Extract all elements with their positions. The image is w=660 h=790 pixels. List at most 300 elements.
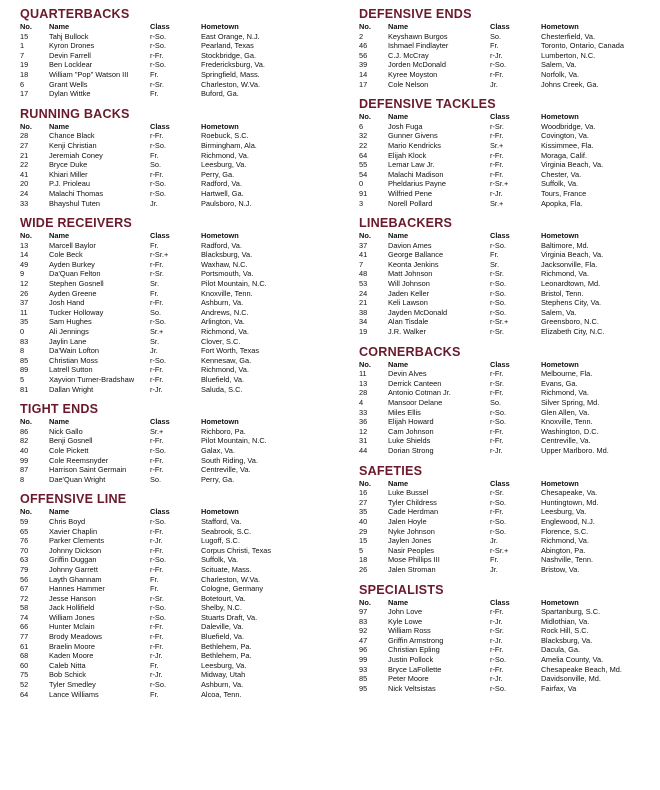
player-number: 36 xyxy=(359,417,368,427)
player-name: John Love xyxy=(388,607,423,617)
player-name: Braelin Moore xyxy=(49,641,96,651)
player-class: So. xyxy=(490,31,502,41)
table-row xyxy=(20,475,320,485)
player-name: Lance Williams xyxy=(49,689,99,699)
player-number: 6 xyxy=(20,79,25,89)
player-name: Dorian Strong xyxy=(388,445,434,455)
header-no: No. xyxy=(20,22,32,31)
player-name: Sam Hughes xyxy=(49,317,92,327)
player-hometown: Rock Hill, S.C. xyxy=(541,626,589,636)
player-class: r-So. xyxy=(150,31,167,41)
player-class: r-So. xyxy=(150,680,167,690)
player-hometown: Ashburn, Va. xyxy=(201,298,244,308)
player-hometown: Richmond, Va. xyxy=(201,365,249,375)
table-header-row xyxy=(20,122,320,132)
player-name: Jayden McDonald xyxy=(388,307,448,317)
section-title: DEFENSIVE TACKLES xyxy=(359,97,496,112)
player-number: 34 xyxy=(359,317,368,327)
player-class: r-Sr.+ xyxy=(490,179,509,189)
player-class: r-So. xyxy=(490,655,507,665)
player-name: William Jones xyxy=(49,612,95,622)
header-hometown: Hometown xyxy=(541,359,579,369)
player-name: Chance Black xyxy=(49,131,95,141)
table-row xyxy=(359,517,654,527)
player-hometown: Kennesaw, Ga. xyxy=(201,355,252,365)
table-header-row xyxy=(359,360,654,370)
table-row xyxy=(359,250,654,260)
player-name: Dallan Wright xyxy=(49,384,94,394)
player-name: Tyler Childress xyxy=(388,497,437,507)
header-class: Class xyxy=(150,417,170,427)
player-hometown: Covington, Va. xyxy=(541,131,589,141)
header-name: Name xyxy=(388,359,409,369)
player-number: 17 xyxy=(20,89,29,99)
player-hometown: Davidsonville, Md. xyxy=(541,674,601,684)
player-number: 58 xyxy=(20,603,29,613)
player-name: Josh Fuga xyxy=(388,121,423,131)
table-row xyxy=(20,241,320,251)
table-row xyxy=(20,260,320,270)
table-row xyxy=(359,199,654,209)
player-name: Justin Pollock xyxy=(388,655,434,665)
player-class: Fr. xyxy=(150,240,159,250)
header-class: Class xyxy=(150,22,170,31)
header-name: Name xyxy=(388,231,409,241)
table-row xyxy=(359,70,654,80)
header-class: Class xyxy=(150,231,170,241)
player-hometown: Richmond, Va. xyxy=(201,150,249,160)
player-name: Benji Gosnell xyxy=(49,436,93,446)
player-number: 2 xyxy=(359,31,364,41)
player-hometown: Chesterfield, Va. xyxy=(541,31,596,41)
header-no: No. xyxy=(359,359,371,369)
player-class: r-So. xyxy=(490,279,507,289)
player-hometown: Washington, D.C. xyxy=(541,426,599,436)
player-class: r-Fr. xyxy=(150,259,164,269)
player-class: r-So. xyxy=(490,288,507,298)
player-name: Mario Kendricks xyxy=(388,140,441,150)
table-row xyxy=(20,375,320,385)
table-row xyxy=(20,189,320,199)
header-hometown: Hometown xyxy=(201,417,239,427)
player-number: 60 xyxy=(20,660,29,670)
player-name: C.J. McCray xyxy=(388,50,429,60)
section-wide-receivers xyxy=(20,215,320,394)
player-number: 27 xyxy=(20,140,29,150)
player-number: 18 xyxy=(359,555,368,565)
player-number: 17 xyxy=(359,79,368,89)
player-number: 77 xyxy=(20,632,29,642)
table-row xyxy=(359,379,654,389)
player-class: r-So. xyxy=(150,140,167,150)
player-number: 93 xyxy=(359,664,368,674)
table-row xyxy=(20,356,320,366)
player-hometown: Dacula, Ga. xyxy=(541,645,581,655)
header-name: Name xyxy=(49,22,70,31)
header-name: Name xyxy=(49,507,70,517)
player-class: r-Fr. xyxy=(150,169,164,179)
player-hometown: Leesburg, Va. xyxy=(201,660,247,670)
player-number: 82 xyxy=(20,436,29,446)
player-hometown: Bluefield, Va. xyxy=(201,632,245,642)
table-row xyxy=(20,670,320,680)
header-class: Class xyxy=(490,231,510,241)
player-number: 35 xyxy=(359,507,368,517)
table-row xyxy=(359,388,654,398)
player-number: 28 xyxy=(359,388,368,398)
player-number: 33 xyxy=(20,198,29,208)
table-row xyxy=(359,674,654,684)
player-hometown: Midway, Utah xyxy=(201,670,246,680)
table-row xyxy=(20,642,320,652)
player-name: Kyle Lowe xyxy=(388,616,423,626)
player-name: Cole Nelson xyxy=(388,79,429,89)
table-row xyxy=(20,170,320,180)
header-hometown: Hometown xyxy=(541,231,579,241)
table-row xyxy=(20,365,320,375)
table-row xyxy=(359,189,654,199)
player-hometown: Richmond, Va. xyxy=(201,327,249,337)
player-class: Fr. xyxy=(490,555,499,565)
player-number: 12 xyxy=(359,426,368,436)
player-class: r-Fr. xyxy=(150,455,164,465)
player-number: 0 xyxy=(359,179,364,189)
player-hometown: Bethlehem, Pa. xyxy=(201,651,252,661)
player-name: Grant Wells xyxy=(49,79,88,89)
player-class: r-So. xyxy=(150,41,167,51)
player-number: 33 xyxy=(359,407,368,417)
roster-column-left xyxy=(20,6,320,699)
table-row xyxy=(20,517,320,527)
player-name: Nick Gallo xyxy=(49,426,83,436)
player-number: 74 xyxy=(20,612,29,622)
table-row xyxy=(20,269,320,279)
player-hometown: Knoxville, Tenn. xyxy=(201,288,253,298)
player-class: r-So. xyxy=(150,317,167,327)
player-number: 8 xyxy=(20,474,25,484)
player-name: Layth Ghannam xyxy=(49,574,102,584)
player-name: Ayden Burkey xyxy=(49,259,95,269)
player-hometown: Huntingtown, Md. xyxy=(541,497,599,507)
player-name: Tucker Holloway xyxy=(49,307,104,317)
header-no: No. xyxy=(20,231,32,241)
player-name: Keli Lawson xyxy=(388,298,428,308)
section-tight-ends xyxy=(20,401,320,484)
section-running-backs xyxy=(20,106,320,208)
player-number: 14 xyxy=(359,69,368,79)
player-number: 85 xyxy=(359,674,368,684)
player-name: Cole Pickett xyxy=(49,445,89,455)
player-name: Jaden Keller xyxy=(388,288,430,298)
player-hometown: Fredericksburg, Va. xyxy=(201,60,265,70)
table-row xyxy=(359,645,654,655)
player-number: 27 xyxy=(359,497,368,507)
header-hometown: Hometown xyxy=(201,121,239,131)
player-number: 64 xyxy=(20,689,29,699)
player-number: 28 xyxy=(20,131,29,141)
player-class: Fr. xyxy=(150,584,159,594)
player-hometown: Roebuck, S.C. xyxy=(201,131,249,141)
table-row xyxy=(20,298,320,308)
player-hometown: Glen Allen, Va. xyxy=(541,407,590,417)
player-number: 87 xyxy=(20,465,29,475)
table-row xyxy=(359,427,654,437)
player-hometown: Amelia County, Va. xyxy=(541,655,604,665)
player-class: r-Sr. xyxy=(490,488,504,498)
player-hometown: Abington, Pa. xyxy=(541,545,586,555)
player-class: r-Fr. xyxy=(490,369,504,379)
section-title: QUARTERBACKS xyxy=(20,7,130,21)
player-number: 29 xyxy=(359,526,368,536)
player-class: r-Fr. xyxy=(150,632,164,642)
header-hometown: Hometown xyxy=(201,507,239,517)
player-class: r-So. xyxy=(490,417,507,427)
player-number: 46 xyxy=(359,41,368,51)
table-row xyxy=(20,289,320,299)
table-row xyxy=(20,613,320,623)
player-name: Bob Schick xyxy=(49,670,86,680)
player-class: r-Fr. xyxy=(150,375,164,384)
table-row xyxy=(359,131,654,141)
player-number: 21 xyxy=(20,150,29,160)
table-row xyxy=(359,160,654,170)
player-number: 16 xyxy=(359,488,368,498)
player-number: 55 xyxy=(359,160,368,170)
player-hometown: Bristow, Va. xyxy=(541,564,580,574)
table-row xyxy=(359,398,654,408)
table-row xyxy=(359,408,654,418)
table-row xyxy=(359,636,654,646)
player-name: Johnny Garrett xyxy=(49,564,98,574)
player-name: Brody Meadows xyxy=(49,632,102,642)
player-number: 19 xyxy=(20,60,29,70)
player-number: 11 xyxy=(20,307,28,317)
table-row xyxy=(20,527,320,537)
player-hometown: Bristol, Tenn. xyxy=(541,288,584,298)
player-name: Mansoor Delane xyxy=(388,398,443,407)
player-number: 85 xyxy=(20,355,29,365)
player-class: r-So. xyxy=(490,60,507,70)
player-class: r-Sr. xyxy=(490,269,504,279)
player-number: 99 xyxy=(359,655,368,665)
player-hometown: Springfield, Mass. xyxy=(201,69,260,79)
player-name: Pheldarius Payne xyxy=(388,179,446,189)
player-class: r-Fr. xyxy=(490,607,504,617)
table-row xyxy=(359,417,654,427)
header-class: Class xyxy=(150,121,170,131)
player-class: r-So. xyxy=(150,445,167,455)
player-number: 4 xyxy=(359,398,364,407)
player-class: r-Fr. xyxy=(150,526,164,536)
player-name: Peter Moore xyxy=(388,674,429,684)
player-number: 48 xyxy=(359,269,368,279)
player-number: 5 xyxy=(359,545,364,555)
player-class: r-Fr. xyxy=(490,69,504,79)
player-number: 20 xyxy=(20,179,29,189)
player-class: Sr. xyxy=(150,336,160,346)
player-name: Josh Hand xyxy=(49,298,85,308)
player-class: r-So. xyxy=(150,603,167,613)
player-hometown: Leesburg, Va. xyxy=(541,507,587,517)
player-class: Jr. xyxy=(150,198,158,208)
player-hometown: Pilot Mountain, N.C. xyxy=(201,436,267,446)
player-class: Jr. xyxy=(490,536,498,546)
player-class: r-Jr. xyxy=(150,670,163,680)
player-hometown: Paulsboro, N.J. xyxy=(201,198,252,208)
player-name: Mose Phillips III xyxy=(388,555,440,565)
player-hometown: Apopka, Fla. xyxy=(541,198,583,208)
table-row xyxy=(20,151,320,161)
player-hometown: Richmond, Va. xyxy=(541,388,589,398)
player-class: r-So. xyxy=(150,516,167,526)
player-number: 75 xyxy=(20,670,29,680)
table-row xyxy=(359,536,654,546)
player-number: 63 xyxy=(20,555,29,565)
header-no: No. xyxy=(359,22,371,31)
player-name: Bryce Duke xyxy=(49,160,88,170)
player-name: Tahj Bullock xyxy=(49,31,89,41)
player-hometown: Bethlehem, Pa. xyxy=(201,641,252,651)
section-offensive-line xyxy=(20,491,320,699)
header-no: No. xyxy=(359,112,371,122)
table-row xyxy=(20,337,320,347)
table-row xyxy=(20,680,320,690)
player-hometown: Lumberton, N.C. xyxy=(541,50,596,60)
player-class: r-Fr. xyxy=(150,131,164,141)
player-number: 37 xyxy=(20,298,29,308)
player-class: r-Fr. xyxy=(490,664,504,674)
player-number: 70 xyxy=(20,545,29,555)
player-name: Hunter Mclain xyxy=(49,622,95,632)
table-row xyxy=(359,369,654,379)
player-class: r-Jr. xyxy=(150,536,163,546)
table-row xyxy=(20,89,320,99)
player-hometown: Norfolk, Va. xyxy=(541,69,580,79)
table-header-row xyxy=(359,598,654,608)
table-row xyxy=(359,179,654,189)
table-row xyxy=(20,317,320,327)
player-hometown: Florence, S.C. xyxy=(541,526,589,536)
player-class: r-Sr. xyxy=(150,79,164,89)
player-number: 68 xyxy=(20,651,29,661)
section-title: SPECIALISTS xyxy=(359,582,444,597)
player-hometown: Evans, Ga. xyxy=(541,378,578,388)
player-name: Xavier Chaplin xyxy=(49,526,98,536)
table-row xyxy=(20,279,320,289)
player-hometown: Perry, Ga. xyxy=(201,474,235,484)
player-number: 59 xyxy=(20,516,29,526)
player-name: Nasir Peoples xyxy=(388,545,435,555)
player-name: William Ross xyxy=(388,626,431,636)
table-row xyxy=(20,603,320,613)
player-number: 86 xyxy=(20,426,29,436)
player-hometown: Portsmouth, Va. xyxy=(201,269,254,279)
header-name: Name xyxy=(388,597,409,607)
player-name: Dae'Quan Wright xyxy=(49,474,106,484)
table-row xyxy=(20,446,320,456)
player-name: Ben Locklear xyxy=(49,60,93,70)
player-name: J.R. Walker xyxy=(388,327,426,337)
player-class: r-So. xyxy=(490,407,507,417)
player-name: Malachi Madison xyxy=(388,169,444,179)
player-hometown: Hartwell, Ga. xyxy=(201,188,244,198)
player-hometown: Clover, S.C. xyxy=(201,336,241,346)
player-number: 92 xyxy=(359,626,368,636)
player-hometown: Woodbridge, Va. xyxy=(541,121,596,131)
player-number: 5 xyxy=(20,375,25,384)
player-name: Marcell Baylor xyxy=(49,240,96,250)
player-class: Jr. xyxy=(150,346,158,356)
player-hometown: Botetourt, Va. xyxy=(201,593,246,603)
player-hometown: Pilot Mountain, N.C. xyxy=(201,279,267,289)
table-row xyxy=(20,70,320,80)
player-name: Tyler Smedley xyxy=(49,680,96,690)
table-row xyxy=(20,80,320,90)
player-number: 7 xyxy=(359,259,364,269)
player-hometown: Corpus Christi, Texas xyxy=(201,545,272,555)
section-quarterbacks xyxy=(20,6,320,99)
player-name: Xayvion Turner-Bradshaw xyxy=(49,375,135,384)
player-number: 21 xyxy=(359,298,368,308)
table-row xyxy=(359,32,654,42)
player-number: 65 xyxy=(20,526,29,536)
header-hometown: Hometown xyxy=(541,478,579,488)
table-row xyxy=(20,436,320,446)
player-hometown: Silver Spring, Md. xyxy=(541,398,600,407)
header-class: Class xyxy=(490,359,510,369)
header-class: Class xyxy=(490,112,510,122)
player-class: r-So. xyxy=(150,188,167,198)
player-number: 3 xyxy=(359,198,364,208)
player-class: Sr.+ xyxy=(150,426,164,436)
player-class: Sr.+ xyxy=(490,140,504,150)
player-class: r-Fr. xyxy=(150,622,164,632)
player-class: r-Fr. xyxy=(150,436,164,446)
header-class: Class xyxy=(150,507,170,517)
table-row xyxy=(359,260,654,270)
player-name: Lemar Law Jr. xyxy=(388,160,435,170)
table-row xyxy=(359,308,654,318)
table-row xyxy=(20,575,320,585)
player-class: r-So. xyxy=(150,555,167,565)
player-hometown: Radford, Va. xyxy=(201,240,242,250)
player-name: Davion Ames xyxy=(388,240,432,250)
player-hometown: Jacksonville, Fla. xyxy=(541,259,598,269)
player-hometown: Chesapeake, Va. xyxy=(541,488,598,498)
player-hometown: Kissimmee, Fla. xyxy=(541,140,594,150)
player-number: 76 xyxy=(20,536,29,546)
player-number: 37 xyxy=(359,240,368,250)
header-hometown: Hometown xyxy=(201,22,239,31)
header-class: Class xyxy=(490,597,510,607)
header-class: Class xyxy=(490,478,510,488)
table-row xyxy=(20,536,320,546)
player-hometown: Upper Marlboro. Md. xyxy=(541,445,609,455)
player-class: So. xyxy=(150,160,162,170)
player-name: Devin Farrell xyxy=(49,50,91,60)
player-class: r-So. xyxy=(490,683,507,693)
player-hometown: Richmond, Va. xyxy=(541,536,589,546)
player-name: Will Johnson xyxy=(388,279,430,289)
player-number: 41 xyxy=(359,250,368,260)
player-class: r-Sr. xyxy=(490,378,504,388)
player-number: 44 xyxy=(359,445,368,455)
player-number: 6 xyxy=(359,121,364,131)
player-number: 18 xyxy=(20,69,29,79)
player-hometown: Buford, Ga. xyxy=(201,89,239,99)
header-no: No. xyxy=(359,478,371,488)
player-name: Jorden McDonald xyxy=(388,60,446,70)
